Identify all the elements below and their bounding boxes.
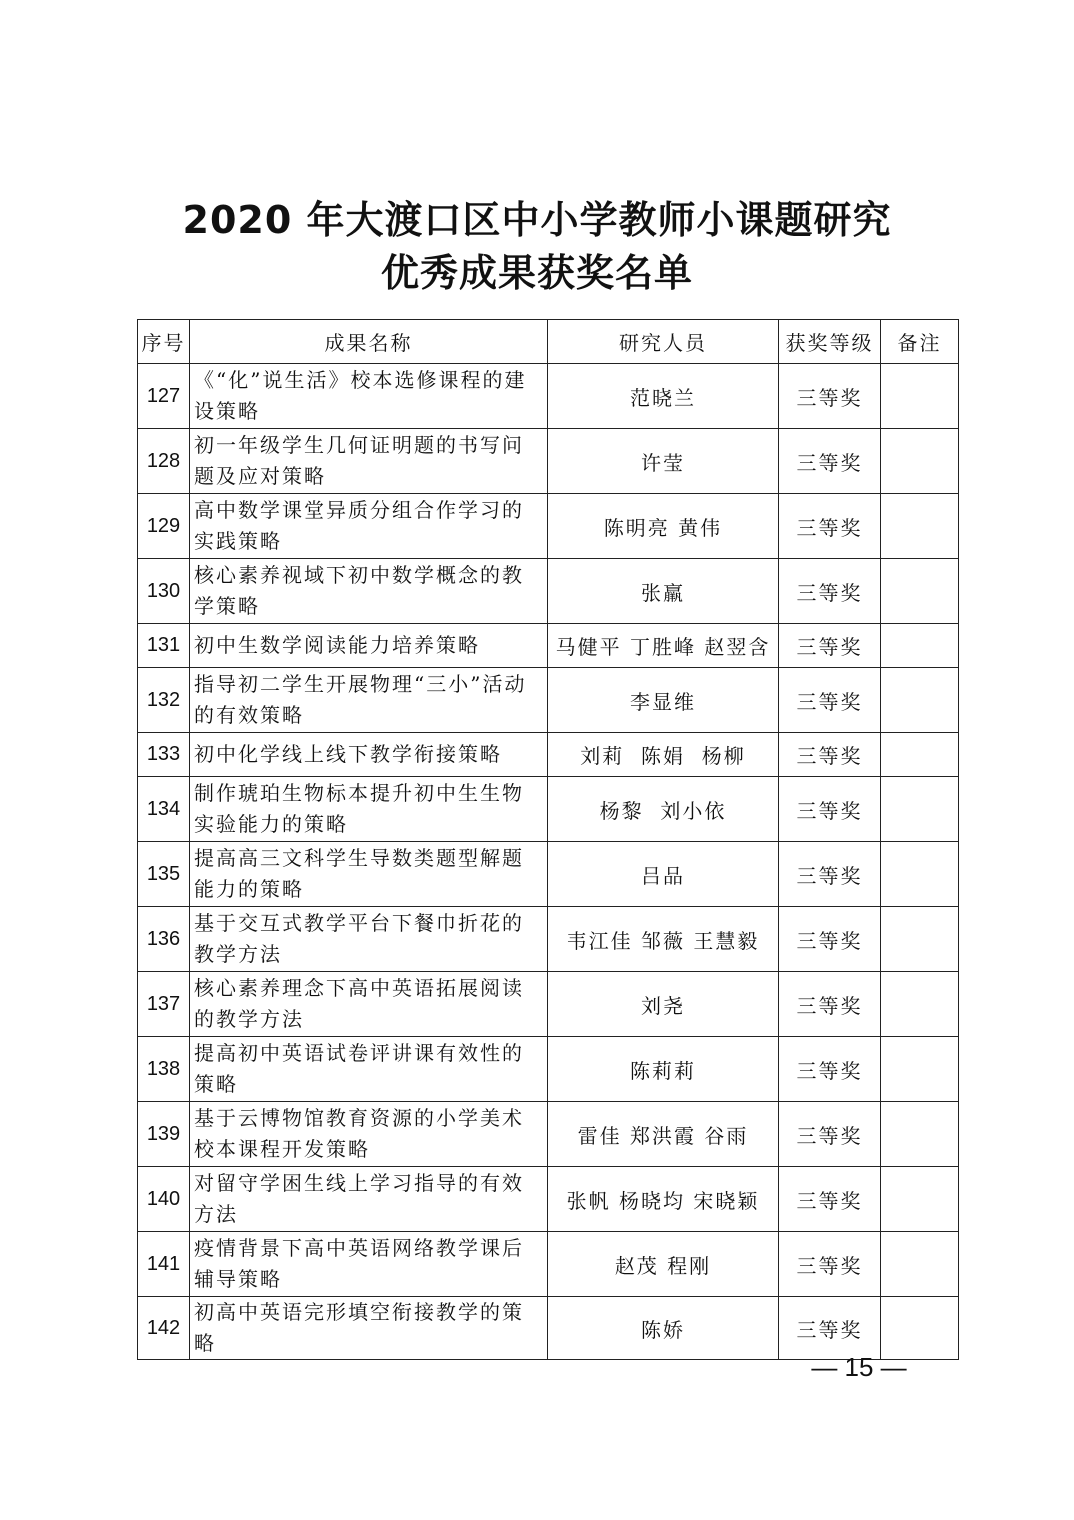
cell-note: [881, 777, 959, 842]
cell-award: 三等奖: [779, 494, 881, 559]
cell-award: 三等奖: [779, 559, 881, 624]
cell-name: 提高高三文科学生导数类题型解题能力的策略: [190, 842, 548, 907]
cell-note: [881, 1102, 959, 1167]
cell-people: 陈娇: [548, 1297, 779, 1360]
header-seq: 序号: [138, 320, 190, 364]
cell-name: 提高初中英语试卷评讲课有效性的策略: [190, 1037, 548, 1102]
cell-name: 初一年级学生几何证明题的书写问题及应对策略: [190, 429, 548, 494]
table-row: [138, 733, 959, 777]
cell-note: [881, 1037, 959, 1102]
cell-note: [881, 624, 959, 668]
cell-seq: 137: [138, 972, 190, 1037]
header-name: 成果名称: [190, 320, 548, 364]
cell-people: 张羸: [548, 559, 779, 624]
cell-name: 基于云博物馆教育资源的小学美术校本课程开发策略: [190, 1102, 548, 1167]
cell-people: 马健平 丁胜峰 赵翌含: [548, 624, 779, 668]
cell-award: 三等奖: [779, 972, 881, 1037]
table-row: [138, 972, 959, 1037]
cell-award: 三等奖: [779, 364, 881, 429]
cell-name: 初中生数学阅读能力培养策略: [190, 624, 548, 668]
table-row: [138, 1037, 959, 1102]
cell-people: 李显维: [548, 668, 779, 733]
table-row: [138, 1232, 959, 1297]
cell-note: [881, 733, 959, 777]
cell-name: 《“化”说生活》校本选修课程的建设策略: [190, 364, 548, 429]
cell-award: 三等奖: [779, 1297, 881, 1360]
cell-people: 雷佳 郑洪霞 谷雨: [548, 1102, 779, 1167]
cell-name: 核心素养理念下高中英语拓展阅读的教学方法: [190, 972, 548, 1037]
table-row: [138, 1167, 959, 1232]
header-note: 备注: [881, 320, 959, 364]
cell-name: 初中化学线上线下教学衔接策略: [190, 733, 548, 777]
cell-name: 制作琥珀生物标本提升初中生生物实验能力的策略: [190, 777, 548, 842]
cell-seq: 128: [138, 429, 190, 494]
cell-people: 杨黎 刘小依: [548, 777, 779, 842]
document-title-line-1: 2020 年大渡口区中小学教师小课题研究: [182, 198, 892, 242]
cell-people: 陈明亮 黄伟: [548, 494, 779, 559]
header-award: 获奖等级: [779, 320, 881, 364]
header-people: 研究人员: [548, 320, 779, 364]
cell-seq: 131: [138, 624, 190, 668]
cell-award: 三等奖: [779, 1037, 881, 1102]
cell-name: 核心素养视域下初中数学概念的教学策略: [190, 559, 548, 624]
cell-name: 对留守学困生线上学习指导的有效方法: [190, 1167, 548, 1232]
page-number: — 15 —: [811, 1352, 907, 1382]
table-row: [138, 494, 959, 559]
cell-people: 陈莉莉: [548, 1037, 779, 1102]
table-row: [138, 907, 959, 972]
cell-award: 三等奖: [779, 429, 881, 494]
cell-seq: 132: [138, 668, 190, 733]
cell-award: 三等奖: [779, 842, 881, 907]
table-row: [138, 842, 959, 907]
cell-award: 三等奖: [779, 777, 881, 842]
cell-people: 许莹: [548, 429, 779, 494]
table-row: [138, 1297, 959, 1360]
cell-people: 范晓兰: [548, 364, 779, 429]
cell-seq: 129: [138, 494, 190, 559]
cell-note: [881, 842, 959, 907]
cell-note: [881, 668, 959, 733]
cell-seq: 142: [138, 1297, 190, 1360]
cell-award: 三等奖: [779, 624, 881, 668]
cell-award: 三等奖: [779, 668, 881, 733]
table-row: [138, 364, 959, 429]
awards-table: [137, 319, 959, 1360]
cell-note: [881, 907, 959, 972]
table-row: [138, 777, 959, 842]
cell-note: [881, 972, 959, 1037]
cell-seq: 134: [138, 777, 190, 842]
cell-award: 三等奖: [779, 1102, 881, 1167]
cell-people: 韦江佳 邹薇 王慧毅: [548, 907, 779, 972]
cell-note: [881, 429, 959, 494]
cell-award: 三等奖: [779, 733, 881, 777]
cell-seq: 141: [138, 1232, 190, 1297]
cell-note: [881, 1297, 959, 1360]
cell-people: 刘莉 陈娟 杨柳: [548, 733, 779, 777]
cell-name: 初高中英语完形填空衔接教学的策略: [190, 1297, 548, 1360]
cell-seq: 139: [138, 1102, 190, 1167]
cell-name: 疫情背景下高中英语网络教学课后辅导策略: [190, 1232, 548, 1297]
document-title-line-2: 优秀成果获奖名单: [380, 251, 693, 295]
table-header-row: [138, 320, 959, 364]
cell-people: 刘尧: [548, 972, 779, 1037]
cell-seq: 133: [138, 733, 190, 777]
table-row: [138, 668, 959, 733]
cell-note: [881, 494, 959, 559]
cell-people: 吕品: [548, 842, 779, 907]
cell-note: [881, 1232, 959, 1297]
cell-name: 指导初二学生开展物理“三小”活动的有效策略: [190, 668, 548, 733]
cell-seq: 138: [138, 1037, 190, 1102]
table-row: [138, 1102, 959, 1167]
cell-note: [881, 364, 959, 429]
table-row: [138, 624, 959, 668]
table-row: [138, 429, 959, 494]
cell-seq: 140: [138, 1167, 190, 1232]
cell-seq: 127: [138, 364, 190, 429]
cell-seq: 130: [138, 559, 190, 624]
cell-seq: 136: [138, 907, 190, 972]
cell-note: [881, 1167, 959, 1232]
cell-award: 三等奖: [779, 1232, 881, 1297]
cell-name: 高中数学课堂异质分组合作学习的实践策略: [190, 494, 548, 559]
cell-people: 张帆 杨晓均 宋晓颖: [548, 1167, 779, 1232]
table-row: [138, 559, 959, 624]
cell-award: 三等奖: [779, 1167, 881, 1232]
cell-award: 三等奖: [779, 907, 881, 972]
cell-note: [881, 559, 959, 624]
cell-name: 基于交互式教学平台下餐巾折花的教学方法: [190, 907, 548, 972]
cell-people: 赵茂 程刚: [548, 1232, 779, 1297]
cell-seq: 135: [138, 842, 190, 907]
